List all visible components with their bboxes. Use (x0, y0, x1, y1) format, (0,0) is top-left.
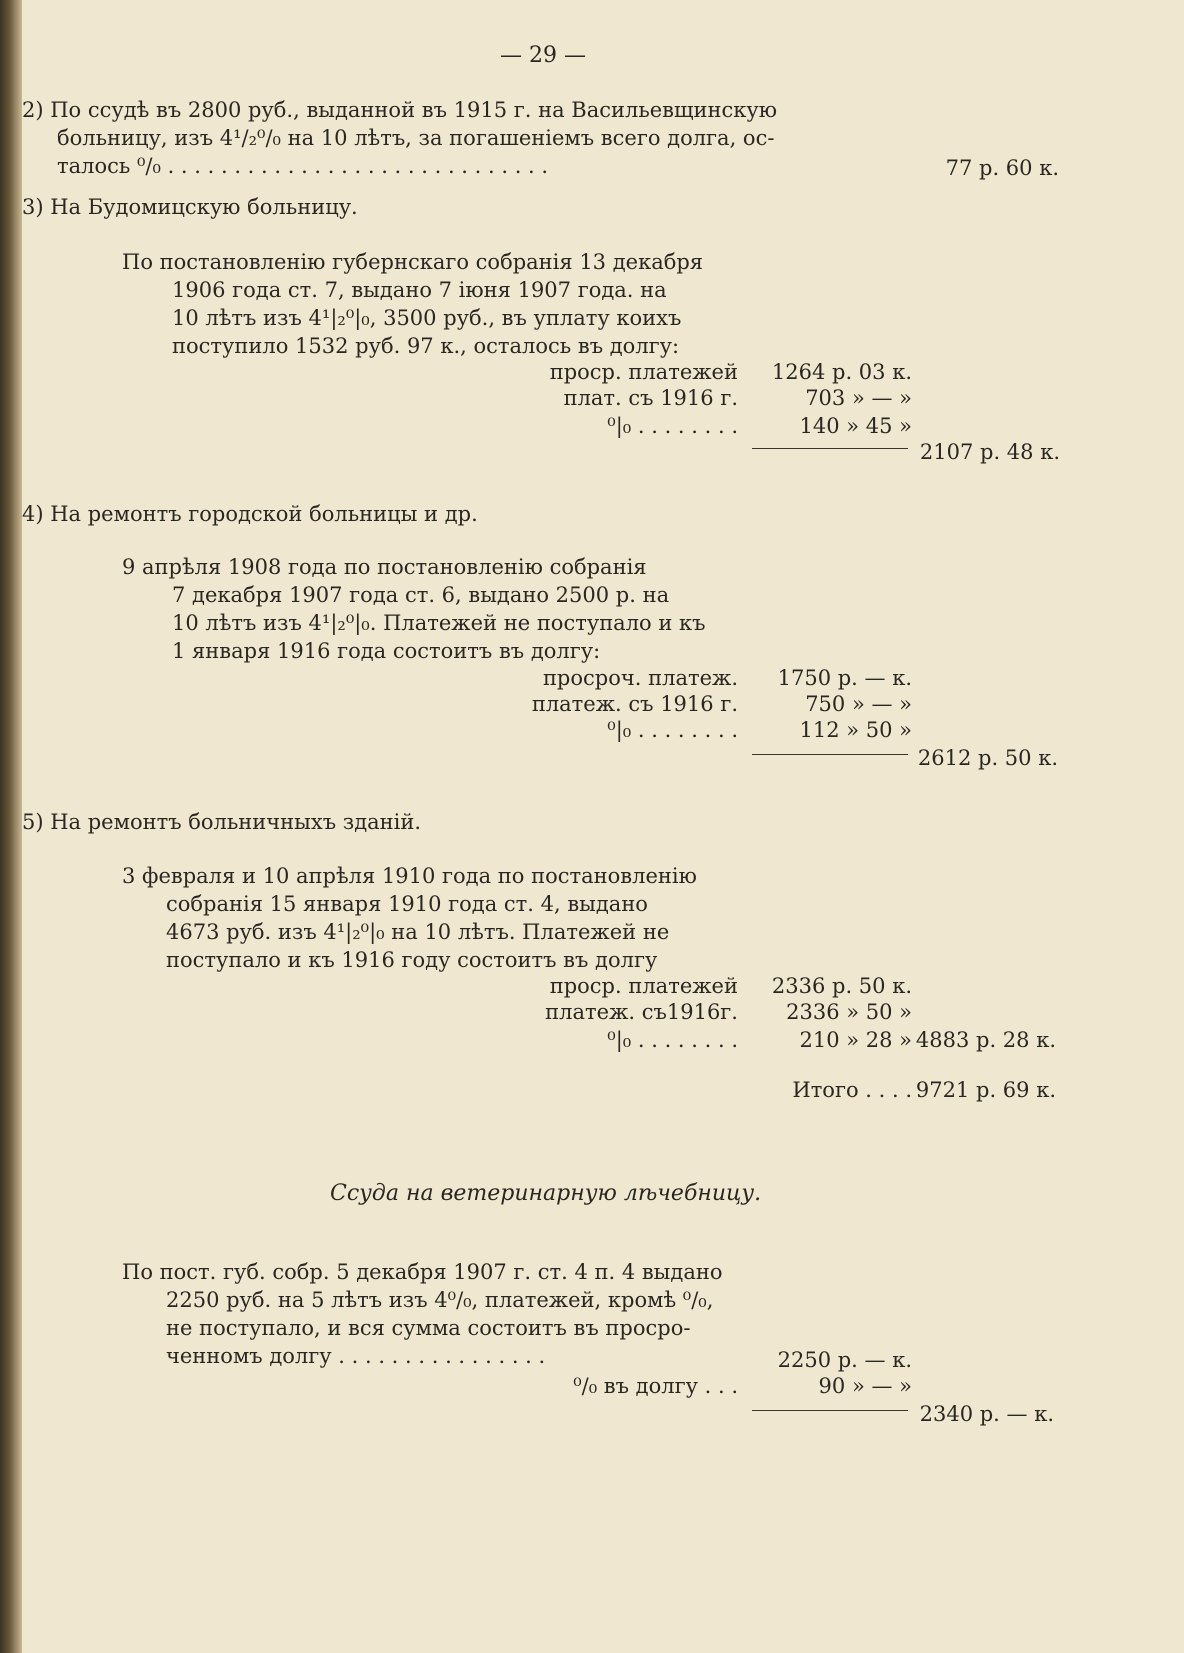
vet-row2-label: ⁰/₀ въ долгу . . . (573, 1374, 738, 1398)
vet-total: 2340 р. — к. (919, 1402, 1054, 1426)
item2-line-3: талось ⁰/₀ . . . . . . . . . . . . . . . . . . . . . . . . . . . . . (57, 154, 549, 178)
item3-line-2: 1906 года ст. 7, выдано 7 іюня 1907 года. на (172, 278, 667, 302)
itogo-total: 9721 р. 69 к. (915, 1078, 1056, 1102)
vet-line-1: По пост. губ. собр. 5 декабря 1907 г. ст. 4 п. 4 выдано (122, 1260, 723, 1284)
item3-heading: 3) На Будомицскую больницу. (22, 195, 358, 219)
item3-row3-label: ⁰|₀ . . . . . . . . (607, 414, 738, 438)
vet-row2-amount: 90 » — » (818, 1374, 912, 1398)
item3-sum-rule (752, 448, 908, 449)
item4-line-2: 7 декабря 1907 года ст. 6, выдано 2500 р. на (172, 583, 670, 607)
vet-row1-amount: 2250 р. — к. (777, 1348, 912, 1372)
item5-row2-label: платеж. съ1916г. (545, 1000, 738, 1024)
item3-line-4: поступило 1532 руб. 97 к., осталось въ долгу: (172, 334, 680, 358)
vet-line-2: 2250 руб. на 5 лѣтъ изъ 4⁰/₀, платежей, кромѣ ⁰/₀, (166, 1288, 714, 1312)
item4-line-1: 9 апрѣля 1908 года по постановленію собранія (122, 555, 647, 579)
item4-row3-amount: 112 » 50 » (799, 718, 912, 742)
item4-sum-rule (752, 754, 908, 755)
item5-heading: 5) На ремонтъ больничныхъ зданій. (22, 810, 422, 834)
item5-row1-label: проср. платежей (549, 974, 738, 998)
item4-row2-label: платеж. съ 1916 г. (531, 692, 738, 716)
vet-line-3: не поступало, и вся сумма состоитъ въ просро- (166, 1316, 691, 1340)
item4-row1-amount: 1750 р. — к. (777, 666, 912, 690)
item3-row2-label: плат. съ 1916 г. (563, 386, 738, 410)
item3-line-1: По постановленію губернскаго собранія 13 декабря (122, 250, 704, 274)
item2-line-1: 2) По ссудѣ въ 2800 руб., выданной въ 1915 г. на Васильевщинскую (22, 98, 778, 122)
item5-line-1: 3 февраля и 10 апрѣля 1910 года по постановленію (122, 864, 697, 888)
item4-heading: 4) На ремонтъ городской больницы и др. (22, 502, 478, 526)
item3-line-3: 10 лѣтъ изъ 4¹|₂⁰|₀, 3500 руб., въ уплату коихъ (172, 306, 682, 330)
itogo-label: Итого . . . . (792, 1078, 912, 1102)
item2-total: 77 р. 60 к. (945, 156, 1059, 180)
item3-row1-label: проср. платежей (549, 360, 738, 384)
item4-line-4: 1 января 1916 года состоитъ въ долгу: (172, 639, 601, 663)
vet-section-title: Ссуда на ветеринарную лѣчебницу. (330, 1181, 762, 1206)
vet-line-4: ченномъ долгу . . . . . . . . . . . . . . . . (166, 1344, 546, 1368)
item4-total: 2612 р. 50 к. (917, 746, 1058, 770)
item5-line-3: 4673 руб. изъ 4¹|₂⁰|₀ на 10 лѣтъ. Платежей не (166, 920, 670, 944)
binding-edge (0, 0, 22, 1653)
item5-row2-amount: 2336 » 50 » (786, 1000, 912, 1024)
item4-line-3: 10 лѣтъ изъ 4¹|₂⁰|₀. Платежей не поступало и къ (172, 611, 706, 635)
item5-row3-amount: 210 » 28 » (799, 1028, 912, 1052)
item4-row3-label: ⁰|₀ . . . . . . . . (607, 718, 738, 742)
item3-row1-amount: 1264 р. 03 к. (771, 360, 912, 384)
item5-row3-label: ⁰|₀ . . . . . . . . (607, 1028, 738, 1052)
item3-total: 2107 р. 48 к. (919, 440, 1060, 464)
item4-row1-label: просроч. платеж. (542, 666, 738, 690)
item4-row2-amount: 750 » — » (805, 692, 912, 716)
item2-line-2: больницу, изъ 4¹/₂⁰/₀ на 10 лѣтъ, за погашеніемъ всего долга, ос- (57, 126, 775, 150)
item3-row3-amount: 140 » 45 » (799, 414, 912, 438)
item5-row1-amount: 2336 р. 50 к. (771, 974, 912, 998)
item3-row2-amount: 703 » — » (805, 386, 912, 410)
item5-total: 4883 р. 28 к. (915, 1028, 1056, 1052)
page-number: — 29 — (500, 43, 586, 68)
item5-line-2: собранія 15 января 1910 года ст. 4, выдано (166, 892, 648, 916)
vet-sum-rule (752, 1410, 908, 1411)
item5-line-4: поступало и къ 1916 году состоитъ въ долгу (166, 948, 658, 972)
